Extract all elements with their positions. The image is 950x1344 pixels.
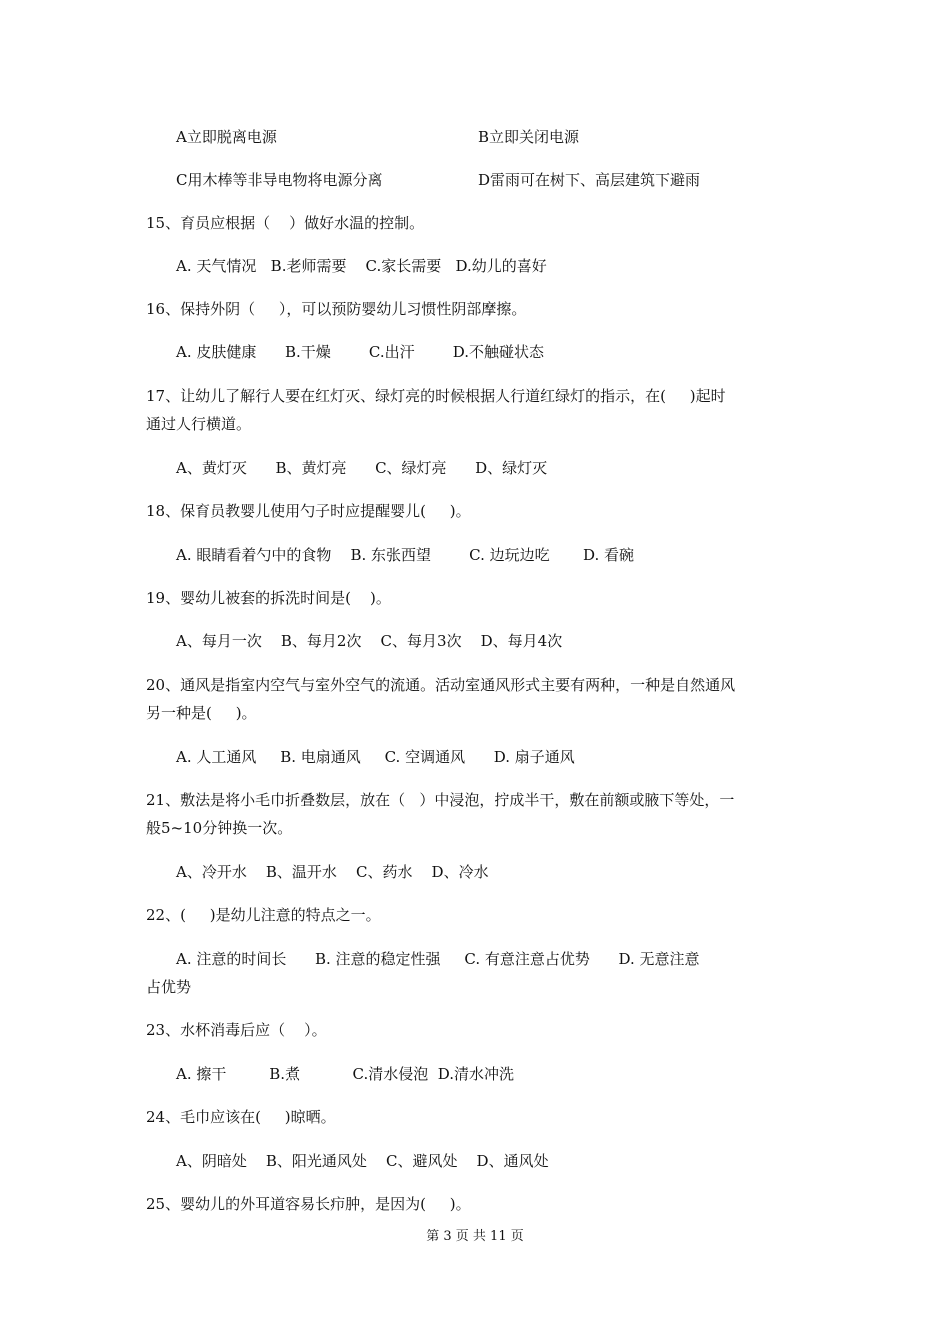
question-20-line-1: 20、通风是指室内空气与室外空气的流通。活动室通风形式主要有两种，一种是自然通风: [146, 676, 736, 694]
question-19: 19、婴幼儿被套的拆洗时间是( )。: [146, 589, 391, 607]
question-20-line-2: 另一种是( )。: [146, 704, 257, 722]
question-16-options: A. 皮肤健康 B.干燥 C.出汗 D.不触碰状态: [176, 343, 545, 361]
question-19-options: A、每月一次 B、每月2次 C、每月3次 D、每月4次: [176, 632, 563, 650]
question-22-options-line-1: A. 注意的时间长 B. 注意的稳定性强 C. 有意注意占优势 D. 无意注意: [176, 950, 700, 968]
question-24: 24、毛巾应该在( )晾晒。: [146, 1108, 336, 1126]
question-15: 15、育员应根据（ ）做好水温的控制。: [146, 214, 425, 232]
question-20-options: A. 人工通风 B. 电扇通风 C. 空调通风 D. 扇子通风: [176, 748, 575, 766]
question-23: 23、水杯消毒后应（ ）。: [146, 1021, 327, 1039]
question-14-option-c: C用木棒等非导电物将电源分离: [176, 171, 383, 189]
question-21-line-1: 21、敷法是将小毛巾折叠数层，放在（ ）中浸泡，拧成半干，敷在前额或腋下等处，一: [146, 791, 735, 809]
question-18: 18、保育员教婴儿使用勺子时应提醒婴儿( )。: [146, 502, 471, 520]
question-14-option-d: D雷雨可在树下、高层建筑下避雨: [478, 171, 701, 189]
question-16: 16、保持外阴（ ），可以预防婴幼儿习惯性阴部摩擦。: [146, 300, 527, 318]
question-14-option-b: B立即关闭电源: [478, 128, 580, 146]
question-17-options: A、黄灯灭 B、黄灯亮 C、绿灯亮 D、绿灯灭: [176, 459, 548, 477]
question-24-options: A、阴暗处 B、阳光通风处 C、避风处 D、通风处: [176, 1152, 549, 1170]
question-25: 25、婴幼儿的外耳道容易长疖肿，是因为( )。: [146, 1195, 471, 1213]
question-17-line-1: 17、让幼儿了解行人要在红灯灭、绿灯亮的时候根据人行道红绿灯的指示，在( )起时: [146, 387, 726, 405]
question-17-line-2: 通过人行横道。: [146, 415, 252, 433]
question-21-options: A、冷开水 B、温开水 C、药水 D、冷水: [176, 863, 489, 881]
page-number-footer: 第 3 页 共 11 页: [426, 1229, 524, 1244]
question-15-options: A. 天气情况 B.老师需要 C.家长需要 D.幼儿的喜好: [176, 257, 547, 275]
question-14-option-a: A立即脱离电源: [176, 128, 277, 146]
question-21-line-2: 般5~10分钟换一次。: [146, 819, 293, 837]
question-23-options: A. 擦干 B.煮 C.清水侵泡 D.清水冲洗: [176, 1065, 515, 1083]
question-18-options: A. 眼睛看着勺中的食物 B. 东张西望 C. 边玩边吃 D. 看碗: [176, 546, 635, 564]
question-22-options-line-2: 占优势: [146, 978, 192, 996]
question-22: 22、( )是幼儿注意的特点之一。: [146, 906, 381, 924]
